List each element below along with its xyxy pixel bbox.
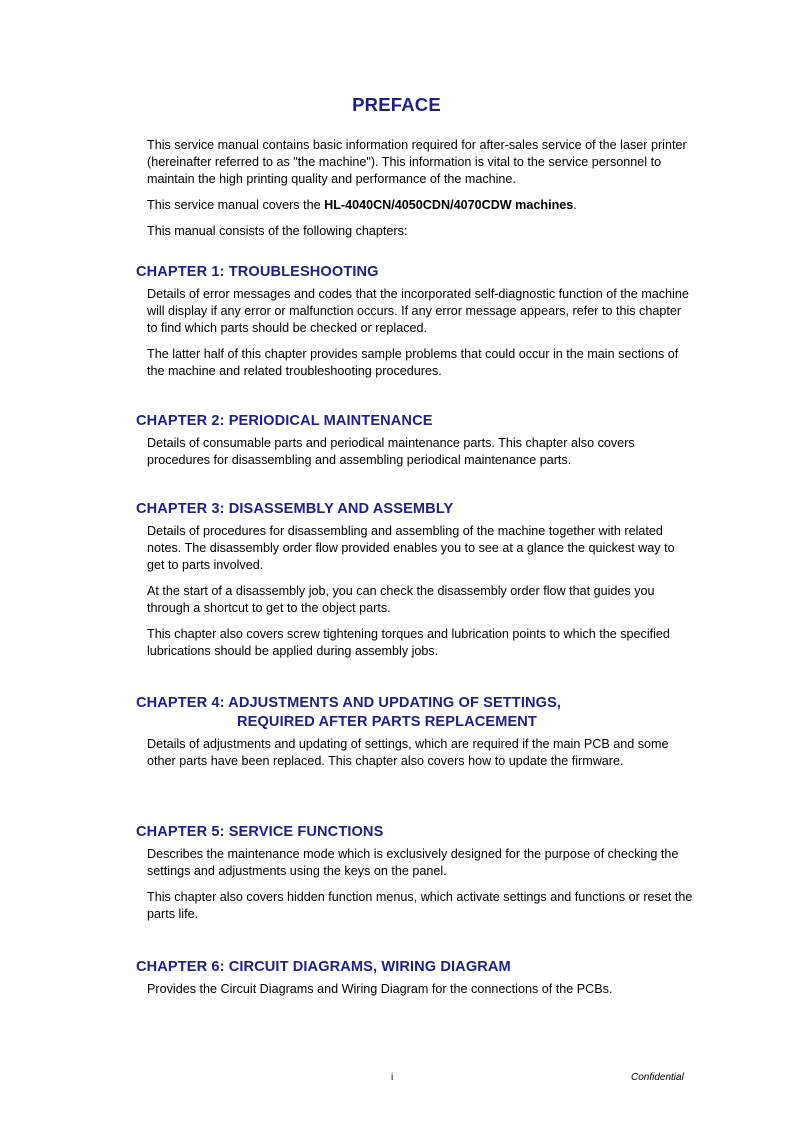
- chapter-3-section: [136, 500, 696, 669]
- chapter-1-section: [136, 263, 696, 389]
- chapter-heading: CHAPTER 6: CIRCUIT DIAGRAMS, WIRING DIAGRAM: [136, 959, 511, 975]
- chapter-paragraph: The latter half of this chapter provides sample problems that could occur in the main sections of the machine and related troubleshooting procedures.: [147, 347, 679, 378]
- chapter-body: [147, 435, 695, 469]
- chapter-paragraph: Details of adjustments and updating of settings, which are required if the main PCB and some other parts have been replaced. This chapter also covers how to update the firmware.: [147, 737, 669, 768]
- chapter-body: [147, 286, 695, 380]
- chapter-heading-line-1: CHAPTER 4: ADJUSTMENTS AND UPDATING OF SETTINGS,: [136, 695, 562, 711]
- chapter-paragraph: Details of error messages and codes that the incorporated self-diagnostic function of the machine will display if any error or malfunction occurs. If any error message appears, refer to this chapter to find which parts should be checked or replaced.: [147, 287, 689, 335]
- chapter-heading: [136, 694, 696, 732]
- model-names: HL-4040CN/4050CDN/4070CDW machines: [324, 198, 574, 212]
- intro-text: This service manual covers the: [147, 198, 325, 212]
- intro-text: .: [573, 198, 577, 212]
- chapter-paragraph: Details of consumable parts and periodical maintenance parts. This chapter also covers procedures for disassembling and assembling periodical maintenance parts.: [147, 436, 635, 467]
- chapter-heading: CHAPTER 1: TROUBLESHOOTING: [136, 264, 379, 280]
- chapter-heading: CHAPTER 3: DISASSEMBLY AND ASSEMBLY: [136, 501, 454, 517]
- page-number: i: [391, 1072, 394, 1083]
- chapter-paragraph: Provides the Circuit Diagrams and Wiring Diagram for the connections of the PCBs.: [147, 982, 613, 996]
- chapter-2-section: [136, 412, 696, 478]
- chapter-5-section: [136, 823, 696, 932]
- chapter-heading: CHAPTER 5: SERVICE FUNCTIONS: [136, 824, 384, 840]
- chapter-heading: CHAPTER 2: PERIODICAL MAINTENANCE: [136, 413, 433, 429]
- intro-paragraph: This manual consists of the following chapters:: [147, 224, 408, 238]
- intro-paragraph: [147, 197, 703, 214]
- confidential-label: Confidential: [631, 1072, 684, 1083]
- chapter-heading-line-2: REQUIRED AFTER PARTS REPLACEMENT: [237, 714, 537, 730]
- intro-paragraph: This service manual contains basic information required for after-sales service of the laser printer (hereinafter referred to as "the machine"). This information is vital to the service personnel to maintain the high printing quality and performance of the machine.: [147, 138, 687, 186]
- chapter-body: [147, 846, 695, 923]
- chapter-body: [147, 736, 695, 770]
- chapter-body: [147, 523, 695, 660]
- page-title: PREFACE: [352, 94, 441, 115]
- chapter-paragraph: This chapter also covers hidden function menus, which activate settings and functions or reset the parts life.: [147, 890, 693, 921]
- chapter-body: [147, 981, 695, 998]
- chapter-4-section: [136, 694, 696, 779]
- chapter-6-section: [136, 958, 696, 1007]
- chapter-paragraph: Describes the maintenance mode which is exclusively designed for the purpose of checking the settings and adjustments using the keys on the panel.: [147, 847, 679, 878]
- chapter-paragraph: Details of procedures for disassembling and assembling of the machine together with related notes. The disassembly order flow provided enables you to see at a glance the quickest way to get to parts involved.: [147, 524, 675, 572]
- intro-section: [147, 137, 703, 249]
- chapter-paragraph: At the start of a disassembly job, you can check the disassembly order flow that guides you through a shortcut to get to the object parts.: [147, 584, 655, 615]
- chapter-paragraph: This chapter also covers screw tightening torques and lubrication points to which the specified lubrications should be applied during assembly jobs.: [147, 627, 670, 658]
